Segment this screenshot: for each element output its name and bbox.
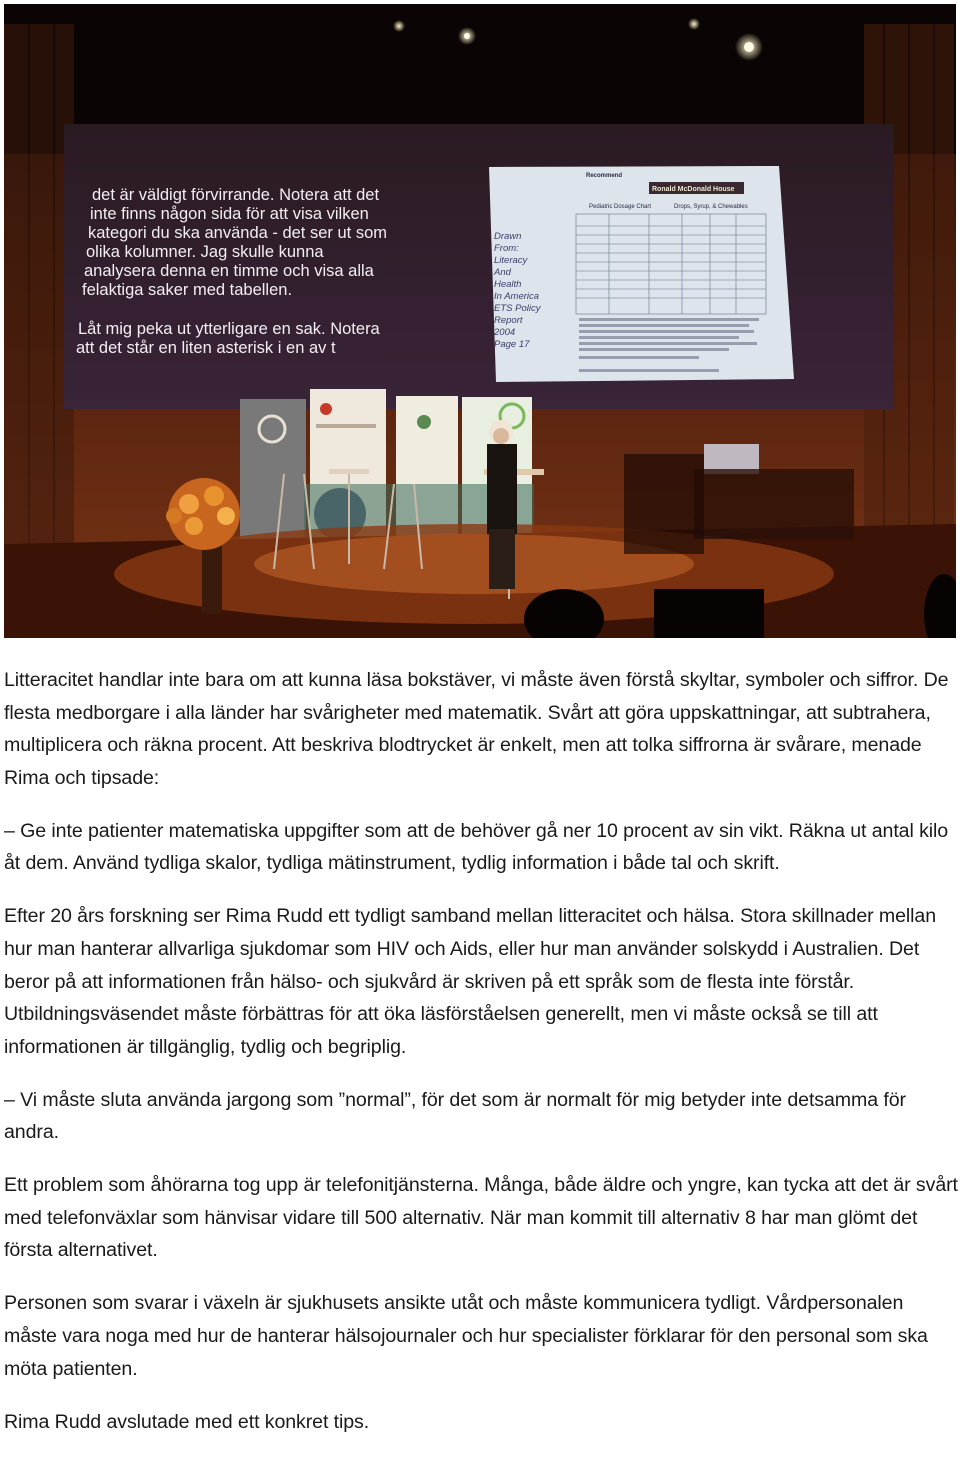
article-paragraph: Efter 20 års forskning ser Rima Rudd ett tydligt samband mellan litteracitet och hälsa. Stora skillnader mellan hur man hanterar allvarliga sjukdomar som HIV och Aids, eller hur man använder solskydd i Australien. Det beror på att informationen från hälso- och sjukvård är skriven på ett språk som de flesta inte förstår. Utbildningsväsendet måste förbättras för att öka läsförståelsen generellt, men vi måste också se till att informationen är tillgänglig, tydlig och begriplig. xyxy=(4,905,937,1058)
conference-photo xyxy=(4,4,956,638)
slide-source-line: Health xyxy=(494,279,522,290)
slide-document xyxy=(489,166,794,382)
svg-text:olika kolumner. Jag skulle kun: olika kolumner. Jag skulle kunna xyxy=(86,243,324,261)
slide-source-line: Page 17 xyxy=(494,339,530,350)
slide-source-line: Drawn xyxy=(494,231,522,242)
slide-source-line: Literacy xyxy=(494,255,528,266)
svg-text:Låt mig peka ut ytterligare en: Låt mig peka ut ytterligare en sak. Notera xyxy=(78,320,380,338)
doc-recommend: Recommend xyxy=(586,173,623,179)
slide-source-line: ETS Policy xyxy=(494,303,541,314)
svg-text:felaktiga saker med tabellen.: felaktiga saker med tabellen. xyxy=(82,281,293,299)
slide-source-line: 2004 xyxy=(494,327,516,338)
svg-text:det är väldigt förvirrande. No: det är väldigt förvirrande. Notera att det xyxy=(92,186,380,204)
slide-source-line: In America xyxy=(494,291,540,302)
article-paragraph: Ett problem som åhörarna tog upp är telefonitjänsterna. Många, både äldre och yngre, kan tycka att det är svårt med telefonväxlar som hänvisar vidare till 500 alternativ. När man kommit till alternativ 8 har man glömt det första alternativet. xyxy=(4,1174,958,1262)
svg-text:kategori du ska använda - det: kategori du ska använda - det ser ut som xyxy=(88,224,387,242)
svg-text:analysera denna en timme och v: analysera denna en timme och visa alla xyxy=(84,262,374,280)
slide-source-line: Report xyxy=(494,315,523,326)
slide-left-text xyxy=(76,186,387,357)
slide-source-line: From: xyxy=(494,243,519,254)
doc-chart-subtitle: Drops, Syrup, & Chewables xyxy=(674,204,748,210)
svg-text:att det står en liten asteris: att det står en liten asterisk i en av t xyxy=(76,339,336,357)
doc-chart-title: Pediatric Dosage Chart xyxy=(589,204,652,210)
article-paragraph: Rima Rudd avslutade med ett konkret tips. xyxy=(4,1410,370,1433)
article-paragraph: Litteracitet handlar inte bara om att kunna läsa bokstäver, vi måste även förstå skyltar, symboler och siffror. De flesta medborgare i alla länder har svårigheter med matematik. Svårt att göra uppskattningar, att subtrahera, multiplicera och räkna procent. Att beskriva blodtrycket är enkelt, men att tolka siffrorna är svårare, menade Rima och tipsade: xyxy=(4,669,949,789)
svg-text:inte finns någon sida för att: inte finns någon sida för att visa vilken xyxy=(90,205,369,223)
article-paragraph: – Ge inte patienter matematiska uppgifter som att de behöver gå ner 10 procent av sin vikt. Räkna ut antal kilo åt dem. Använd tydliga skalor, tydliga mätinstrument, tydlig information i både tal och skrift. xyxy=(4,819,949,875)
article-paragraph: Personen som svarar i växeln är sjukhusets ansikte utåt och måste kommunicera tydligt. Vårdpersonalen måste vara noga med hur de hanterar hälsojournaler och hur specialister förklarar för den personal som ska möta patienten. xyxy=(4,1292,928,1380)
article-paragraph: – Vi måste sluta använda jargong som ”normal”, för det som är normalt för mig betyder inte detsamma för andra. xyxy=(4,1088,906,1144)
speaker-figure xyxy=(487,420,517,589)
doc-brand: Ronald McDonald House xyxy=(652,186,735,193)
slide-source-line: And xyxy=(494,267,511,278)
article-body xyxy=(4,664,958,1438)
